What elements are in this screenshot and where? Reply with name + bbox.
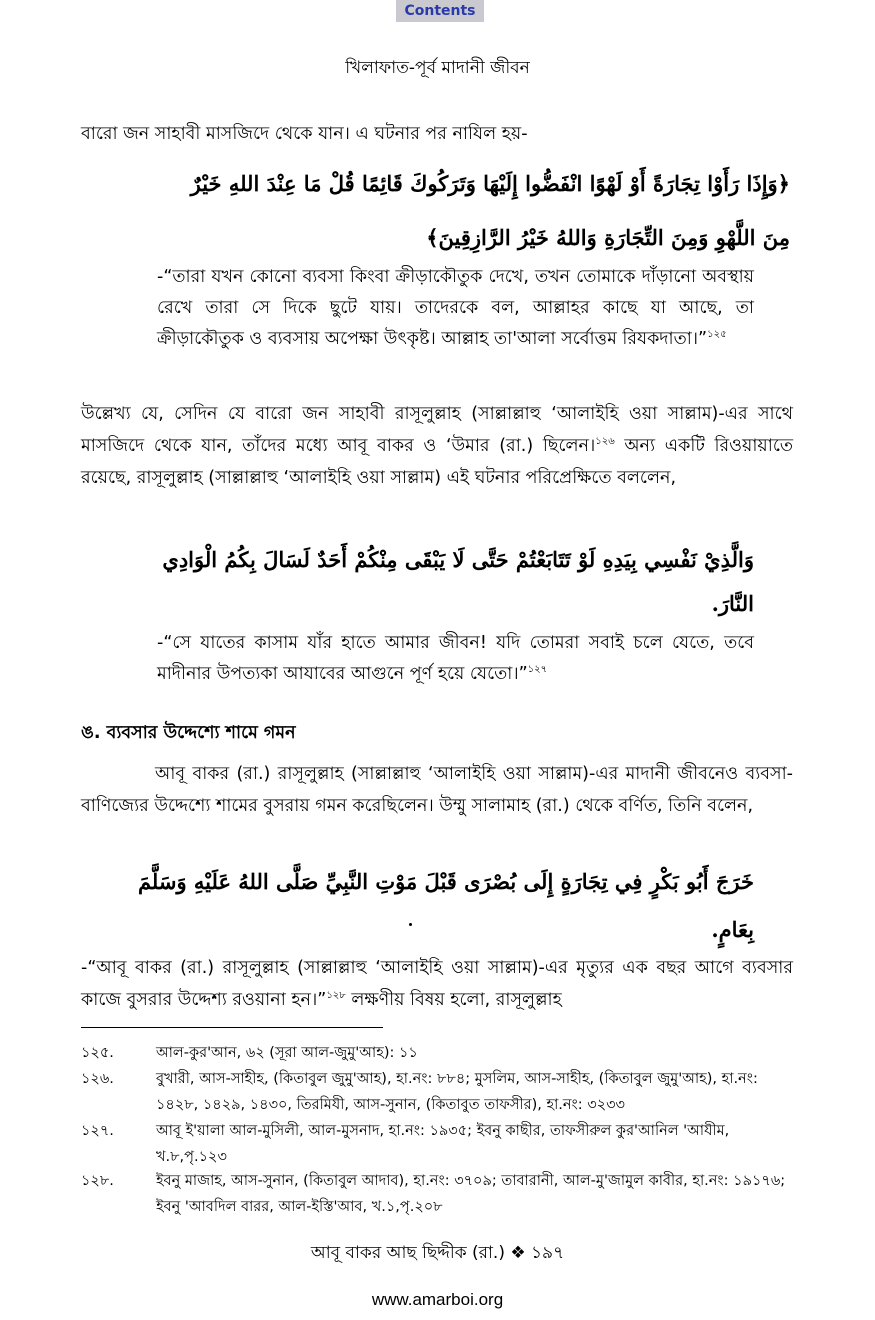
separator-icon: ❖ [510,1243,526,1263]
hadith2-line-2: بِعَامٍ. [711,917,754,942]
page-footer [0,1240,875,1268]
book-title: আবূ বাকর আছ ছিদ্দীক (রা.) [310,1243,505,1263]
section-heading: ঙ. ব্যবসার উদ্দেশ্যে শামে গমন [81,723,296,743]
hadith-line-2: النَّارَ. [711,591,754,616]
footnote-divider [81,1027,383,1028]
footnote-125 [81,1040,793,1066]
paragraph-4: -“আবূ বাকর (রা.) রাসূলুল্লাহ (সাল্লাল্লাহু ‘আলাইহি ওয়া সাল্লাম)-এর মৃত্যুর এক বছর আগে ব্যবসার কাজে বুসরার উদ্দেশ্য রওয়ানা হন।”$^{১২৮}$ লক্ষণীয় বিষয় হলো, রাসূলুল্লাহ [81,958,793,1010]
footnote-127 [81,1118,793,1170]
ayah-line-2: مِنَ اللَّهْوِ وَمِنَ التِّجَارَةِ وَاللهُ خَيْرُ الرَّازِقِينَ﴾ [426,225,790,250]
paragraph-3: আবূ বাকর (রা.) রাসূলুল্লাহ (সাল্লাল্লাহু ‘আলাইহি ওয়া সাল্লাম)-এর মাদানী জীবনেও ব্যবসা-বাণিজ্যের উদ্দেশ্যে শামের বুসরায় গমন করেছিলেন। উম্মু সালামাহ (রা.) থেকে বর্ণিত, তিনি বলেন, [81,764,793,816]
page-number: ১৯৭ [531,1243,565,1263]
ayah-line-1: ﴿وَإِذَا رَأَوْا تِجَارَةً أَوْ لَهْوًا انْفَضُّوا إِلَيْهَا وَتَرَكُوكَ قَائِمًا قُلْ مَا عِنْدَ اللهِ خَيْرٌ [190,171,790,196]
hadith-line-1: وَالَّذِيْ نَفْسِي بِيَدِهِ لَوْ تَتَابَعْتُمْ حَتَّى لَا يَبْقَى مِنْكُمْ أَحَدٌ لَسَالَ بِكُمُ الْوَادِي [162,547,754,572]
stray-mark [409,923,412,926]
paragraph-1: বারো জন সাহাবী মাসজিদে থেকে যান। এ ঘটনার পর নাযিল হয়- [81,124,528,144]
footnote-ref-126[interactable]: ১২৬ [595,436,615,448]
footnote-number: ১২৭. [81,1123,114,1139]
footnote-ref-127[interactable]: ১২৭ [527,664,548,676]
footnote-text: বুখারী, আস-সাহীহ, (কিতাবুল জুমু'আহ), হা.নং: ৮৮৪; মুসলিম, আস-সাহীহ, (কিতাবুল জুমু'আহ), হা.নং: ১৪২৮, ১৪২৯, ১৪৩০, তিরমিযী, আস-সুনান, (কিতাবুত তাফসীর), হা.নং: ৩২৩৩ [156,1071,758,1113]
footnote-number: ১২৬. [81,1071,114,1087]
site-url-link[interactable]: www.amarboi.org [371,1290,504,1309]
contents-button[interactable]: Contents [396,0,484,22]
running-header: খিলাফাত-পূর্ব মাদানী জীবন [345,58,530,78]
footnote-number: ১২৫. [81,1045,114,1061]
quote-translation-1: -“তারা যখন কোনো ব্যবসা কিংবা ক্রীড়াকৌতুক দেখে, তখন তোমাকে দাঁড়ানো অবস্থায় রেখে তারা সে দিকে ছুটে যায়। তাদেরকে বল, আল্লাহর কাছে যা আছে, তা ক্রীড়াকৌতুক ও ব্যবসায় অপেক্ষা উৎকৃষ্ট। আল্লাহ তা'আলা সর্বোত্তম রিযকদাতা।”$^{১২৫}$ [157,267,754,349]
footnote-ref-128[interactable]: ১২৮ [326,990,346,1002]
quote-translation-2: -“সে যাতের কাসাম যাঁর হাতে আমার জীবন! যদি তোমরা সবাই চলে যেতে, তবে মাদীনার উপত্যকা আযাবের আগুনে পূর্ণ হয়ে যেতো।”$^{১২৭}$ [157,633,754,684]
footnote-text: আবূ ই'য়ালা আল-মুসিলী, আল-মুসনাদ, হা.নং: ১৯৩৫; ইবনু কাছীর, তাফসীরুল কুর'আনিল 'আযীম, খ.৮,পৃ.১২৩ [156,1123,730,1165]
footnote-126 [81,1066,793,1118]
footnote-number: ১২৮. [81,1173,114,1189]
footnote-128 [81,1168,793,1220]
footnote-text: আল-কুর'আন, ৬২ (সূরা আল-জুমু'আহ): ১১ [156,1045,418,1061]
footnote-text: ইবনু মাজাহ, আস-সুনান, (কিতাবুল আদাব), হা.নং: ৩৭০৯; তাবারানী, আল-মু'জামুল কাবীর, হা.নং: ১৯১৭৬; ইবনু 'আবদিল বারর, আল-ইস্তি'আব, খ.১,পৃ.২০৮ [156,1173,786,1215]
hadith2-line-1: خَرَجَ أَبُو بَكْرٍ فِي تِجَارَةٍ إِلَى بُصْرَى قَبْلَ مَوْتِ النَّبِيِّ صَلَّى اللهُ عَلَيْهِ وَسَلَّمَ [137,869,754,894]
paragraph-2: উল্লেখ্য যে, সেদিন যে বারো জন সাহাবী রাসূলুল্লাহ (সাল্লাল্লাহু ‘আলাইহি ওয়া সাল্লাম)-এর সাথে মাসজিদে থেকে যান, তাঁদের মধ্যে আবূ বাকর ও ‘উমার (রা.) ছিলেন।$^{১২৬}$ অন্য একটি রিওয়ায়াতে রয়েছে, রাসূলুল্লাহ (সাল্লাল্লাহু ‘আলাইহি ওয়া সাল্লাম) এই ঘটনার পরিপ্রেক্ষিতে বললেন, [81,404,793,488]
footnote-ref-125[interactable]: ১২৫ [707,329,727,341]
